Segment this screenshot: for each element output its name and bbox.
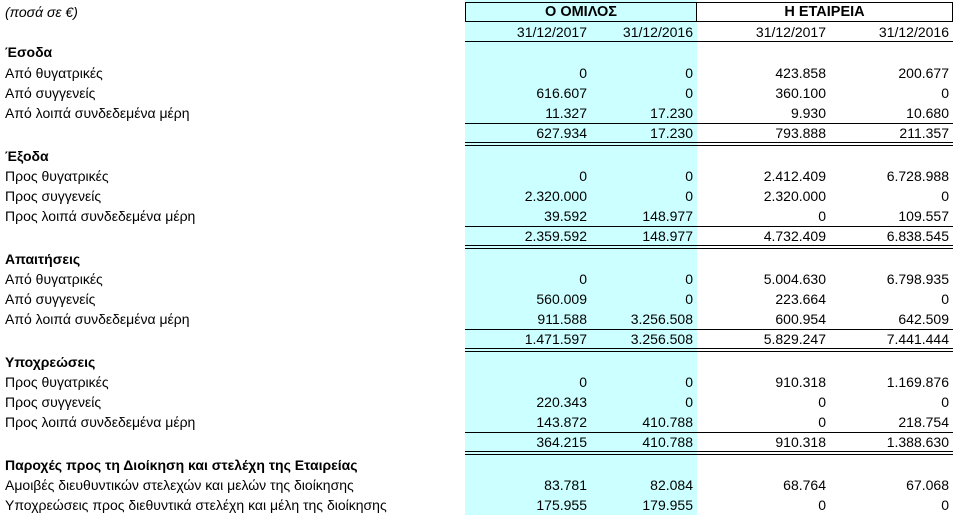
cell: 2.412.409 (763, 168, 826, 184)
row-label: Από θυγατρικές (5, 271, 103, 287)
cell: 67.068 (906, 477, 949, 493)
total-double-line (465, 145, 953, 146)
cell: 600.954 (775, 311, 826, 327)
section-title: Έξοδα (5, 148, 49, 164)
cell: 910.318 (775, 374, 826, 390)
cell: 0 (941, 85, 949, 101)
row-label: Προς λοιπά συνδεδεμένα μέρη (5, 414, 196, 430)
total-cell: 793.888 (775, 125, 826, 141)
cell: 0 (685, 85, 693, 101)
total-double-line (465, 454, 953, 455)
cell: 6.728.988 (886, 168, 949, 184)
cell: 175.955 (536, 497, 587, 513)
row-label: Προς θυγατρικές (5, 168, 109, 184)
cell: 0 (685, 168, 693, 184)
section-title: Υποχρεώσεις (5, 354, 96, 370)
total-double-line (465, 245, 953, 246)
cell: 82.084 (650, 477, 693, 493)
cell: 0 (941, 291, 949, 307)
cell: 0 (685, 188, 693, 204)
cell: 0 (579, 271, 587, 287)
cell: 9.930 (790, 105, 826, 121)
cell: 616.607 (536, 85, 587, 101)
total-cell: 3.256.508 (630, 331, 693, 347)
total-cell: 6.838.545 (886, 228, 949, 244)
cell: 83.781 (544, 477, 587, 493)
cell: 0 (818, 414, 826, 430)
cell: 0 (685, 394, 693, 410)
total-double-line (465, 142, 953, 143)
cell: 0 (685, 291, 693, 307)
currency-note: (ποσά σε €) (5, 4, 78, 20)
total-cell: 1.388.630 (886, 434, 949, 450)
cell: 10.680 (906, 105, 949, 121)
group-header: Ο ΟΜΙΛΟΣ (465, 2, 697, 22)
header-underline (465, 41, 953, 42)
total-cell: 211.357 (899, 125, 949, 141)
date-header: 31/12/2017 (516, 24, 587, 40)
cell: 0 (818, 208, 826, 224)
cell: 17.230 (650, 105, 693, 121)
cell: 360.100 (775, 85, 826, 101)
row-label: Προς θυγατρικές (5, 374, 109, 390)
row-label: Από θυγατρικές (5, 65, 103, 81)
cell: 423.858 (775, 65, 826, 81)
cell: 68.764 (783, 477, 826, 493)
row-label: Προς συγγενείς (5, 394, 102, 410)
cell: 6.798.935 (886, 271, 949, 287)
total-cell: 410.788 (642, 434, 693, 450)
total-cell: 17.230 (650, 125, 693, 141)
row-label: Από συγγενείς (5, 291, 96, 307)
row-label: Αμοιβές διευθυντικών στελεχών και μελών της διοίκησης (5, 477, 354, 493)
total-cell: 7.441.444 (886, 331, 949, 347)
cell: 0 (685, 374, 693, 390)
total-cell: 910.318 (775, 434, 826, 450)
company-header: Η ΕΤΑΙΡΕΙΑ (696, 2, 953, 22)
row-label: Από λοιπά συνδεδεμένα μέρη (5, 311, 190, 327)
total-cell: 148.977 (642, 228, 693, 244)
cell: 560.009 (536, 291, 587, 307)
cell: 0 (818, 497, 826, 513)
cell: 0 (818, 394, 826, 410)
cell: 11.327 (545, 105, 587, 121)
date-header: 31/12/2016 (622, 24, 693, 40)
date-header: 31/12/2016 (878, 24, 949, 40)
cell: 148.977 (642, 208, 693, 224)
cell: 179.955 (642, 497, 693, 513)
cell: 5.004.630 (763, 271, 826, 287)
cell: 0 (685, 271, 693, 287)
total-cell: 627.934 (536, 125, 587, 141)
total-cell: 5.829.247 (763, 331, 826, 347)
total-double-line (465, 451, 953, 452)
cell: 0 (941, 394, 949, 410)
cell: 0 (579, 374, 587, 390)
row-label: Προς συγγενείς (5, 188, 102, 204)
section-title: Παροχές προς τη Διοίκηση και στελέχη της Εταιρείας (5, 457, 358, 473)
cell: 0 (941, 188, 949, 204)
cell: 2.320.000 (763, 188, 826, 204)
date-header: 31/12/2017 (755, 24, 826, 40)
cell: 642.509 (898, 311, 949, 327)
total-cell: 2.359.592 (524, 228, 587, 244)
cell: 218.754 (898, 414, 949, 430)
cell: 143.872 (536, 414, 587, 430)
total-double-line (465, 348, 953, 349)
section-title: Απαιτήσεις (5, 251, 81, 267)
cell: 3.256.508 (630, 311, 693, 327)
cell: 1.169.876 (886, 374, 949, 390)
row-label: Υποχρεώσεις προς διεθυντικά στελέχη και μέλη της διοίκησης (5, 497, 387, 513)
cell: 0 (579, 168, 587, 184)
cell: 220.343 (536, 394, 587, 410)
cell: 39.592 (544, 208, 587, 224)
cell: 0 (685, 65, 693, 81)
cell: 200.677 (898, 65, 949, 81)
cell: 0 (941, 497, 949, 513)
cell: 0 (579, 65, 587, 81)
total-double-line (465, 351, 953, 352)
total-double-line (465, 248, 953, 249)
row-label: Προς λοιπά συνδεδεμένα μέρη (5, 208, 196, 224)
section-title: Έσοδα (5, 44, 53, 60)
cell: 2.320.000 (524, 188, 587, 204)
cell: 109.557 (898, 208, 949, 224)
total-cell: 4.732.409 (763, 228, 826, 244)
cell: 410.788 (642, 414, 693, 430)
cell: 911.588 (537, 311, 587, 327)
cell: 223.664 (775, 291, 826, 307)
total-cell: 364.215 (536, 434, 587, 450)
row-label: Από συγγενείς (5, 85, 96, 101)
total-cell: 1.471.597 (524, 331, 587, 347)
row-label: Από λοιπά συνδεδεμένα μέρη (5, 105, 190, 121)
